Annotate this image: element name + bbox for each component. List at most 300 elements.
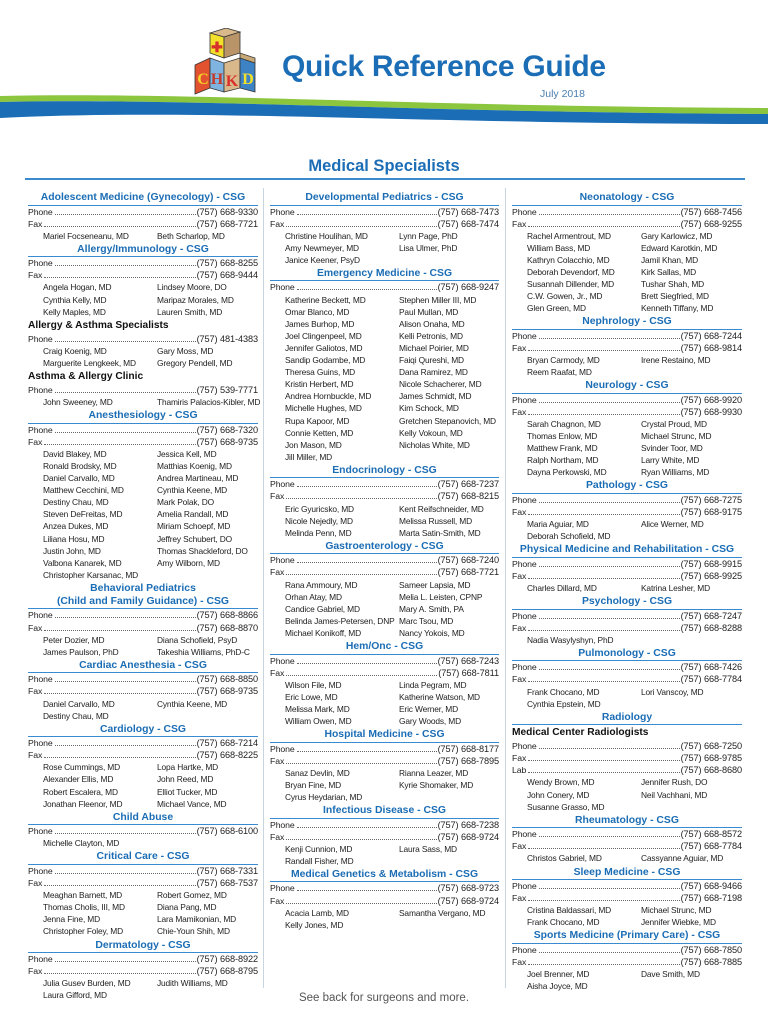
contact-row (28, 953, 258, 965)
heading-text: Sports Medicine (Primary Care) - CSG (533, 930, 721, 942)
contact-row (28, 206, 258, 218)
physician-name: Alison Onaha, MD (399, 318, 465, 329)
physician-list (512, 776, 742, 812)
phone-number[interactable]: (757) 668-7784 (680, 674, 742, 685)
phone-number[interactable]: (757) 668-9915 (680, 558, 742, 569)
physician-name: Lara Mamikonian, MD (157, 914, 237, 925)
physician-name: Irene Restaino, MD (641, 355, 711, 366)
physician-list (270, 843, 499, 867)
phone-number[interactable]: (757) 668-7850 (680, 944, 742, 955)
phone-number[interactable]: (757) 668-8866 (196, 610, 258, 621)
contact-row (270, 667, 499, 679)
physician-name: Rachel Armentrout, MD (527, 230, 611, 241)
physician-name: Deborah Devendorf, MD (527, 266, 615, 277)
physician-name: Michelle Clayton, MD (43, 838, 120, 849)
phone-number[interactable]: (757) 668-7275 (680, 494, 742, 505)
contact-row (512, 570, 742, 582)
heading-text: Medical Genetics & Metabolism - CSG (290, 868, 479, 880)
contact-label: Fax (512, 674, 527, 685)
physician-name: Andrea Martineau, MD (157, 473, 239, 484)
contact-row (28, 609, 258, 621)
physician-name: Kelly Jones, MD (285, 919, 344, 930)
heading-text: Pulmonology - CSG (578, 647, 676, 659)
dot-leader (44, 276, 195, 278)
phone-number[interactable]: (757) 668-7331 (196, 865, 258, 876)
phone-number[interactable]: (757) 668-8225 (196, 750, 258, 761)
empty-cell (157, 569, 258, 581)
physician-name: Edward Karotkin, MD (641, 242, 718, 253)
contact-row (512, 330, 742, 342)
physician-list (512, 582, 742, 594)
dot-leader (286, 902, 436, 904)
contact-row (512, 610, 742, 622)
specialty-section (28, 582, 258, 658)
contact-row (28, 737, 258, 749)
physician-name: Samantha Vergano, MD (399, 907, 486, 918)
phone-number[interactable]: (757) 668-9724 (437, 831, 499, 842)
contact-row (512, 764, 742, 776)
svg-text:H: H (210, 71, 224, 88)
physician-name: Susanne Grasso, MD (527, 801, 605, 812)
contact-row (512, 840, 742, 852)
physician-name: Christopher Karsanac, MD (43, 569, 139, 580)
dot-leader (297, 485, 437, 487)
section-title: Medical Specialists (308, 157, 460, 175)
phone-number[interactable]: (757) 668-7320 (196, 424, 258, 435)
physician-name: Nadia Wasylyshyn, PhD (527, 634, 614, 645)
physician-name: Angela Hogan, MD (43, 282, 112, 293)
contact-row (28, 269, 258, 281)
physician-name: Meaghan Barnett, MD (43, 890, 123, 901)
physician-name: Larry White, MD (641, 455, 700, 466)
heading-text: Asthma & Allergy Clinic (28, 371, 144, 383)
physician-list (28, 698, 258, 722)
physician-name: Rose Cummings, MD (43, 762, 121, 773)
contact-label: Phone (512, 206, 537, 217)
phone-number[interactable]: (757) 668-8870 (196, 622, 258, 633)
phone-number[interactable]: (757) 668-7244 (680, 330, 742, 341)
dot-leader (55, 431, 196, 433)
physician-name: Jennifer Rush, DO (641, 777, 708, 788)
physician-name: Nicole Nejedly, MD (285, 515, 353, 526)
phone-number[interactable]: (757) 668-7474 (437, 218, 499, 229)
contact-row (512, 394, 742, 406)
contact-row (512, 892, 742, 904)
dot-leader (528, 413, 679, 415)
physician-name: Gregory Pendell, MD (157, 357, 233, 368)
contact-label: Fax (270, 218, 285, 229)
physician-name: James Schmidt, MD (399, 391, 472, 402)
dot-leader (539, 668, 680, 670)
contact-label: Phone (28, 610, 53, 621)
physician-name: Daniel Carvallo, MD (43, 698, 115, 709)
specialty-heading (28, 191, 258, 206)
contact-row (28, 877, 258, 889)
dot-leader (55, 264, 196, 266)
empty-cell (641, 801, 742, 813)
physician-name: Christos Gabriel, MD (527, 853, 602, 864)
phone-number[interactable]: (757) 668-7247 (680, 610, 742, 621)
physician-name: William Owen, MD (285, 715, 352, 726)
physician-name: William Bass, MD (527, 242, 591, 253)
dot-leader (55, 960, 196, 962)
contact-row (28, 424, 258, 436)
phone-number[interactable]: (757) 539-7771 (196, 385, 258, 396)
specialty-section (270, 540, 499, 639)
heading-text: Hem/Onc - CSG (345, 641, 424, 652)
specialty-heading (270, 464, 499, 479)
phone-number[interactable]: (757) 668-9724 (437, 895, 499, 906)
physician-name: Lindsey Moore, DO (157, 282, 227, 293)
column-3 (512, 190, 742, 992)
physician-name: Svinder Toor, MD (641, 443, 703, 454)
physician-name: Elliot Tucker, MD (157, 786, 218, 797)
physician-name: Glen Green, MD (527, 303, 586, 314)
physician-name: Robert Escalera, MD (43, 786, 118, 797)
physician-name: Mariel Focseneanu, MD (43, 230, 129, 241)
contact-row (28, 965, 258, 977)
column-1 (28, 190, 261, 1001)
phone-number[interactable]: (757) 668-8850 (196, 674, 258, 685)
specialty-heading (28, 582, 258, 610)
phone-number[interactable]: (757) 668-9444 (196, 270, 258, 281)
svg-text:D: D (242, 71, 254, 88)
dot-leader (528, 759, 679, 761)
physician-name: Michael Konikoff, MD (285, 627, 361, 638)
phone-number[interactable]: (757) 668-7240 (437, 555, 499, 566)
physician-name: Nicholas White, MD (399, 439, 470, 450)
phone-number[interactable]: (757) 668-7784 (680, 841, 742, 852)
svg-text:K: K (225, 73, 239, 90)
physician-name: Cynthia Epstein, MD (527, 698, 601, 709)
heading-text: Endocrinology - CSG (332, 464, 437, 476)
phone-number[interactable]: (757) 668-8680 (680, 765, 742, 776)
dot-leader (528, 225, 679, 227)
specialty-heading (28, 659, 258, 674)
physician-name: Kathryn Colacchio, MD (527, 254, 610, 265)
specialty-section (512, 191, 742, 314)
phone-number[interactable]: (757) 668-7237 (437, 479, 499, 490)
physician-name: Jeffrey Schubert, DO (157, 533, 233, 544)
contact-row (512, 880, 742, 892)
phone-number[interactable]: (757) 668-9785 (680, 753, 742, 764)
phone-number[interactable]: (757) 668-9723 (437, 883, 499, 894)
physician-name: Rana Ammoury, MD (285, 579, 358, 590)
phone-number[interactable]: (757) 668-9925 (680, 570, 742, 581)
contact-label: Fax (28, 436, 43, 447)
dot-leader (539, 617, 680, 619)
dot-leader (528, 771, 679, 773)
contact-row (270, 478, 499, 490)
phone-number[interactable]: (757) 668-8177 (437, 743, 499, 754)
heading-text: Neonatology - CSG (579, 192, 675, 203)
phone-number[interactable]: (757) 668-7243 (437, 655, 499, 666)
heading-text: Adolescent Medicine (Gynecology) - CSG (40, 192, 246, 203)
dot-leader (55, 744, 196, 746)
physician-name: Kim Schock, MD (399, 403, 459, 414)
physician-name: Nancy Yokois, MD (399, 627, 465, 638)
phone-number[interactable]: (757) 668-7885 (680, 957, 742, 967)
phone-number[interactable]: (757) 668-9175 (680, 506, 742, 517)
phone-number[interactable]: (757) 668-7198 (680, 893, 742, 904)
contact-row (270, 490, 499, 502)
contact-row (28, 333, 258, 345)
specialty-section (512, 726, 742, 813)
physician-list (270, 907, 499, 931)
empty-cell (641, 634, 742, 646)
physician-name: Dave Smith, MD (641, 969, 700, 980)
contact-label: Fax (28, 686, 43, 697)
physician-name: Thomas Enlow, MD (527, 431, 598, 441)
specialty-section (28, 659, 258, 722)
physician-name: Kenneth Tiffany, MD (641, 303, 714, 314)
practice-subheading (28, 370, 258, 384)
specialty-heading (512, 315, 742, 330)
specialty-heading (270, 267, 499, 282)
physician-name: Kyrie Shomaker, MD (399, 779, 474, 790)
physician-name: Omar Blanco, MD (285, 306, 350, 317)
contact-label: Phone (28, 954, 53, 964)
specialty-section (28, 723, 258, 810)
specialty-section (270, 267, 499, 463)
physician-name: James Burhop, MD (285, 318, 355, 329)
physician-name: Linda Pegram, MD (399, 679, 467, 690)
contact-label: Lab (512, 765, 527, 776)
phone-number[interactable]: (757) 668-8288 (680, 622, 742, 633)
phone-number[interactable]: (757) 481-4383 (196, 333, 258, 344)
specialty-section (512, 647, 742, 710)
specialty-section (512, 479, 742, 542)
dot-leader (55, 213, 196, 215)
heading-text: Cardiac Anesthesia - CSG (79, 659, 207, 671)
contact-row (512, 944, 742, 956)
phone-number[interactable]: (757) 668-7214 (196, 738, 258, 749)
phone-number[interactable]: (757) 668-9247 (437, 282, 499, 293)
physician-name: Lori Vanscoy, MD (641, 686, 704, 697)
dot-leader (539, 887, 680, 889)
physician-name: Christopher Foley, MD (43, 926, 124, 937)
specialty-heading (512, 814, 742, 829)
physician-name: Ryan Williams, MD (641, 467, 710, 478)
physician-name: Anzea Dukes, MD (43, 521, 109, 532)
phone-number[interactable]: (757) 668-7426 (680, 662, 742, 673)
physician-name: Jenna Fine, MD (43, 914, 101, 925)
contact-label: Phone (28, 826, 53, 837)
contact-label: Phone (512, 558, 537, 569)
heading-text: Critical Care - CSG (96, 851, 190, 863)
physician-name: Eric Lowe, MD (285, 691, 338, 702)
phone-number[interactable]: (757) 668-7721 (437, 567, 499, 578)
svg-text:✚: ✚ (211, 41, 223, 56)
physician-name: Thomas Cholis, III, MD (43, 902, 125, 913)
contact-label: Fax (28, 270, 43, 281)
physician-name: Connie Ketten, MD (285, 427, 354, 438)
physician-list (28, 396, 261, 408)
specialty-heading (270, 191, 499, 206)
physician-name: Robert Gomez, MD (157, 890, 227, 901)
physician-list (270, 579, 499, 639)
phone-number[interactable]: (757) 668-8572 (680, 829, 742, 840)
physician-name: Jamil Khan, MD (641, 254, 699, 265)
physician-name: Thomas Shackleford, DO (157, 545, 248, 556)
specialty-heading (270, 868, 499, 883)
physician-list (512, 852, 742, 864)
heading-text: Infectious Disease - CSG (323, 805, 446, 817)
phone-number[interactable]: (757) 668-8215 (437, 491, 499, 502)
phone-number[interactable]: (757) 668-8795 (196, 966, 258, 977)
contact-label: Fax (512, 406, 527, 417)
phone-number[interactable]: (757) 668-9735 (196, 686, 258, 697)
physician-name: Maria Aguiar, MD (527, 519, 589, 530)
phone-number[interactable]: (757) 668-7456 (680, 206, 742, 217)
heading-text: Physical Medicine and Rehabilitation - CSG (519, 544, 735, 556)
heading-text: Allergy & Asthma Specialists (28, 319, 169, 331)
phone-number[interactable]: (757) 668-9255 (680, 218, 742, 229)
specialty-heading (512, 479, 742, 494)
empty-cell (157, 837, 258, 849)
physician-name: Christine Houlihan, MD (285, 230, 368, 241)
heading-text: Child Abuse (112, 811, 174, 823)
dot-leader (44, 443, 195, 445)
specialty-heading (512, 191, 742, 206)
contact-label: Fax (28, 750, 43, 761)
physician-name: Frank Chocano, MD (527, 686, 600, 697)
phone-number[interactable]: (757) 668-7895 (437, 755, 499, 766)
specialty-heading (512, 595, 742, 610)
contact-row (28, 436, 258, 448)
column-divider (263, 188, 264, 988)
phone-number[interactable]: (757) 668-9735 (196, 436, 258, 447)
physician-list (28, 761, 258, 809)
phone-number[interactable]: (757) 668-6100 (196, 826, 258, 837)
physician-name: Susannah Dillender, MD (527, 279, 615, 290)
contact-label: Fax (28, 622, 43, 633)
physician-name: Sanaz Devlin, MD (285, 767, 350, 778)
physician-name: Kristin Herbert, MD (285, 379, 354, 390)
heading-text: Anesthesiology - CSG (88, 410, 198, 422)
physician-name: Beth Scharlop, MD (157, 230, 225, 241)
phone-number[interactable]: (757) 668-9930 (680, 406, 742, 417)
physician-name: Lopa Hartke, MD (157, 762, 219, 773)
physician-name: C.W. Gowen, Jr., MD (527, 291, 603, 302)
physician-name: Amelia Randall, MD (157, 509, 229, 520)
physician-name: Amy Wilborn, MD (157, 557, 220, 568)
contact-row (512, 558, 742, 570)
physician-name: Theresa Guins, MD (285, 367, 356, 378)
phone-number[interactable]: (757) 668-9330 (196, 206, 258, 217)
physician-name: Michael Vance, MD (157, 798, 227, 809)
physician-list (270, 503, 499, 539)
contact-row (270, 755, 499, 767)
physician-name: Miriam Schoepf, MD (157, 521, 231, 532)
phone-number[interactable]: (757) 668-7537 (196, 878, 258, 889)
phone-number[interactable]: (757) 668-7473 (437, 206, 499, 217)
empty-cell (641, 980, 742, 992)
dot-leader (297, 213, 437, 215)
phone-number[interactable]: (757) 668-9466 (680, 881, 742, 892)
phone-number[interactable]: (757) 668-7250 (680, 741, 742, 752)
physician-name: Michael Strunc, MD (641, 431, 712, 441)
phone-number[interactable]: (757) 668-8922 (196, 954, 258, 964)
physician-name: Matthias Koenig, MD (157, 461, 232, 471)
physician-name: Katherine Beckett, MD (285, 294, 366, 305)
contact-row (512, 342, 742, 354)
contact-row (28, 825, 258, 837)
dot-leader (44, 629, 195, 631)
physician-name: Destiny Chau, MD (43, 497, 109, 508)
phone-number[interactable]: (757) 668-9920 (680, 394, 742, 405)
contact-label: Fax (28, 878, 43, 889)
physician-name: Gary Woods, MD (399, 715, 461, 726)
contact-row (512, 752, 742, 764)
physician-name: Jill Miller, MD (285, 451, 333, 462)
contact-label: Fax (270, 831, 285, 842)
dot-leader (539, 337, 680, 339)
empty-cell (399, 855, 499, 867)
svg-text:C: C (197, 71, 209, 88)
dot-leader (528, 349, 679, 351)
specialty-section (512, 543, 742, 594)
contact-row (512, 494, 742, 506)
contact-label: Phone (512, 944, 537, 955)
physician-name: Reem Raafat, MD (527, 367, 592, 378)
specialty-section (512, 711, 742, 726)
physician-list (28, 837, 258, 849)
phone-number[interactable]: (757) 668-8255 (196, 258, 258, 269)
specialty-heading (270, 728, 499, 743)
specialty-section (28, 850, 258, 937)
physician-name: Kenji Cunnion, MD (285, 843, 353, 854)
dot-leader (528, 899, 679, 901)
contact-row (270, 743, 499, 755)
contact-label: Phone (512, 610, 537, 621)
physician-list (28, 345, 258, 369)
physician-name: Joel Brenner, MD (527, 969, 590, 980)
phone-number[interactable]: (757) 668-7811 (438, 667, 499, 678)
specialty-heading (270, 804, 499, 819)
specialty-section (28, 191, 258, 242)
physician-name: Andrea Hornbuckle, MD (285, 391, 372, 402)
physician-name: Diana Pang, MD (157, 902, 217, 913)
physician-name: Cynthia Kelly, MD (43, 294, 107, 305)
specialty-heading (28, 811, 258, 826)
contact-row (28, 673, 258, 685)
contact-label: Phone (512, 881, 537, 892)
contact-row (512, 956, 742, 968)
physician-name: Orhan Atay, MD (285, 591, 342, 602)
specialty-section (512, 866, 742, 929)
contact-row (28, 218, 258, 230)
physician-name: Melissa Mark, MD (285, 703, 350, 714)
contact-label: Fax (512, 841, 527, 852)
phone-number[interactable]: (757) 668-7721 (196, 218, 258, 229)
physician-name: Melinda Penn, MD (285, 527, 352, 538)
contact-label: Phone (270, 819, 295, 830)
physician-list (512, 904, 742, 928)
physician-name: Lisa Ulmer, PhD (399, 242, 458, 253)
physician-list (512, 230, 742, 315)
physician-name: Sandip Godambe, MD (285, 355, 366, 366)
dot-leader (286, 762, 436, 764)
contact-row (28, 257, 258, 269)
contact-label: Phone (28, 865, 53, 876)
physician-name: Wilson File, MD (285, 679, 342, 690)
phone-number[interactable]: (757) 668-7238 (437, 819, 499, 830)
phone-number[interactable]: (757) 668-9814 (680, 342, 742, 353)
specialty-section (28, 319, 258, 369)
contact-label: Fax (512, 893, 527, 904)
physician-name: Dayna Perkowski, MD (527, 467, 607, 478)
